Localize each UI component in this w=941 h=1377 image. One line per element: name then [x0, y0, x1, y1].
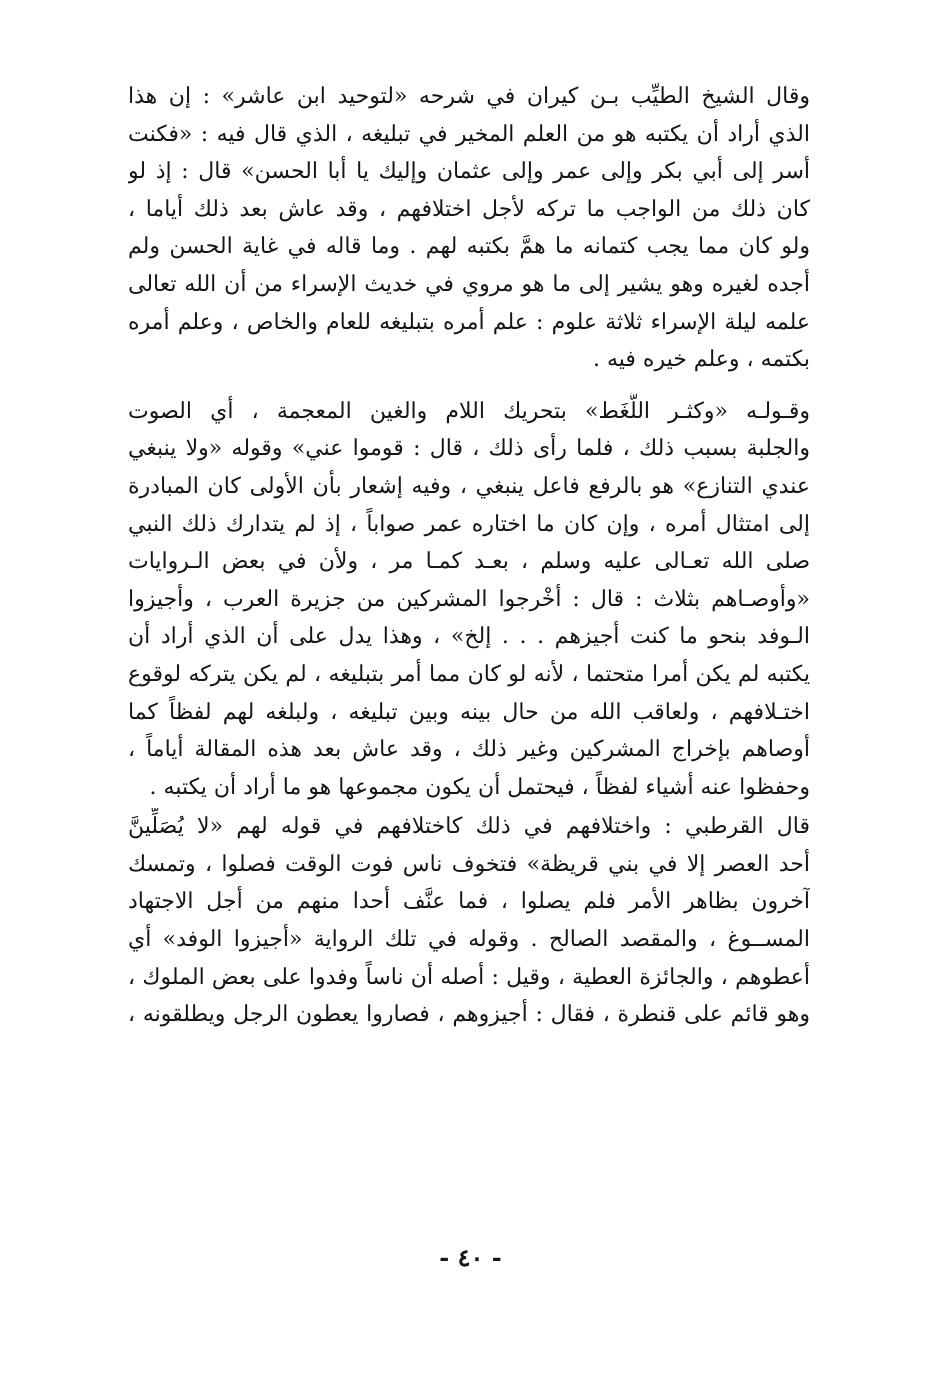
text-line: قال القرطبي : واختلافهم في ذلك كاختلافهم في قوله لهم «لا يُصَلِّينَّ [128, 814, 810, 840]
paragraph [128, 78, 810, 379]
text-line: أعطوهم ، والجائزة العطية ، وقيل : أصله أن ناساً وفدوا على بعض الملوك ، [128, 964, 810, 990]
text-line: كان ذلك من الواجب ما تركه لأجل اختلافهم ، وقد عاش بعد ذلك أياما ، [128, 196, 810, 222]
text-line: والجلبة بسبب ذلك ، فلما رأى ذلك ، قال : قوموا عني» وقوله «ولا ينبغي [128, 436, 810, 462]
text-line: وهو قائم على قنطرة ، فقال : أجيزوهم ، فصاروا يعطون الرجل ويطلقونه ، [128, 1002, 810, 1028]
text-line: المســوغ ، والمقصد الصالح . وقوله في تلك الرواية «أجيزوا الوفد» أي [128, 927, 810, 953]
text-line: وحفظوا عنه أشياء لفظاً ، فيحتمل أن يكون مجموعها هو ما أراد أن يكتبه . [149, 774, 810, 800]
page-number: - ٤٠ - [439, 1243, 502, 1272]
text-line: إلى امتثال أمره ، وإن كان ما اختاره عمر صواباً ، إذ لم يتدارك ذلك النبي [128, 511, 810, 537]
text-line: آخرون بظاهر الأمر فلم يصلوا ، فما عنَّف أحدا منهم من أجل الاجتهاد [128, 889, 810, 915]
text-line: يكتبه لم يكن أمرا متحتما ، لأنه لو كان مما أمر بتبليغه ، لم يكن يتركه لوقوع [128, 661, 810, 687]
text-line: وقـولـه «وكثـر اللَّغَط» بتحريك اللام والغين المعجمة ، أي الصوت [128, 398, 810, 424]
text-line: أوصاهم بإخراج المشركين وغير ذلك ، وقد عاش بعد هذه المقالة أياماً ، [128, 737, 810, 763]
text-line: أحد العصر إلا في بني قريظة» فتخوف ناس فوت الوقت فصلوا ، وتمسك [128, 851, 810, 877]
text-line: علمه ليلة الإسراء ثلاثة علوم : علم أمره بتبليغه للعام والخاص ، وعلم أمره [128, 309, 810, 335]
paragraph [128, 393, 810, 807]
text-line: الـوفد بنحو ما كنت أجيزهم . . . إلخ» ، وهذا يدل على أن الذي أراد أن [128, 624, 810, 650]
text-line: أجده لغيره وهو يشير إلى ما هو مروي في خديث الإسراء من أن الله تعالى [128, 271, 810, 297]
text-line: اختـلافهم ، ولعاقب الله من حال بينه وبين تبليغه ، ولبلغه لهم لفظاً كما [128, 699, 810, 725]
paragraph-gap [128, 379, 810, 393]
text-line: عندي التنازع» هو بالرفع فاعل ينبغي ، وفيه إشعار بأن الأولى كان المبادرة [128, 473, 810, 499]
text-line: «وأوصـاهم بثلاث : قال : أخْرجوا المشركين من جزيرة العرب ، وأجيزوا [128, 586, 810, 612]
text-line: وقال الشيخ الطيِّب بـن كيران في شرحه «لتوحيد ابن عاشر» : إن هذا [128, 84, 810, 109]
text-line: أسر إلى أبي بكر وإلى عمر وإلى عثمان وإليك يا أبا الحسن» قال : إذ لو [128, 159, 810, 185]
text-line: صلى الله تعـالى عليه وسلم ، بعـد كمـا مر ، ولأن في بعض الـروايات [128, 549, 810, 575]
text-line: الذي أراد أن يكتبه هو من العلم المخير في تبليغه ، الذي قال فيه : «فكنت [128, 121, 810, 147]
text-line: بكتمه ، وعلم خيره فيه . [592, 347, 810, 373]
paragraph [128, 808, 810, 1034]
text-body [128, 78, 810, 1034]
text-line: ولو كان مما يجب كتمانه ما همَّ بكتبه لهم . وما قاله في غاية الحسن ولم [128, 234, 810, 260]
